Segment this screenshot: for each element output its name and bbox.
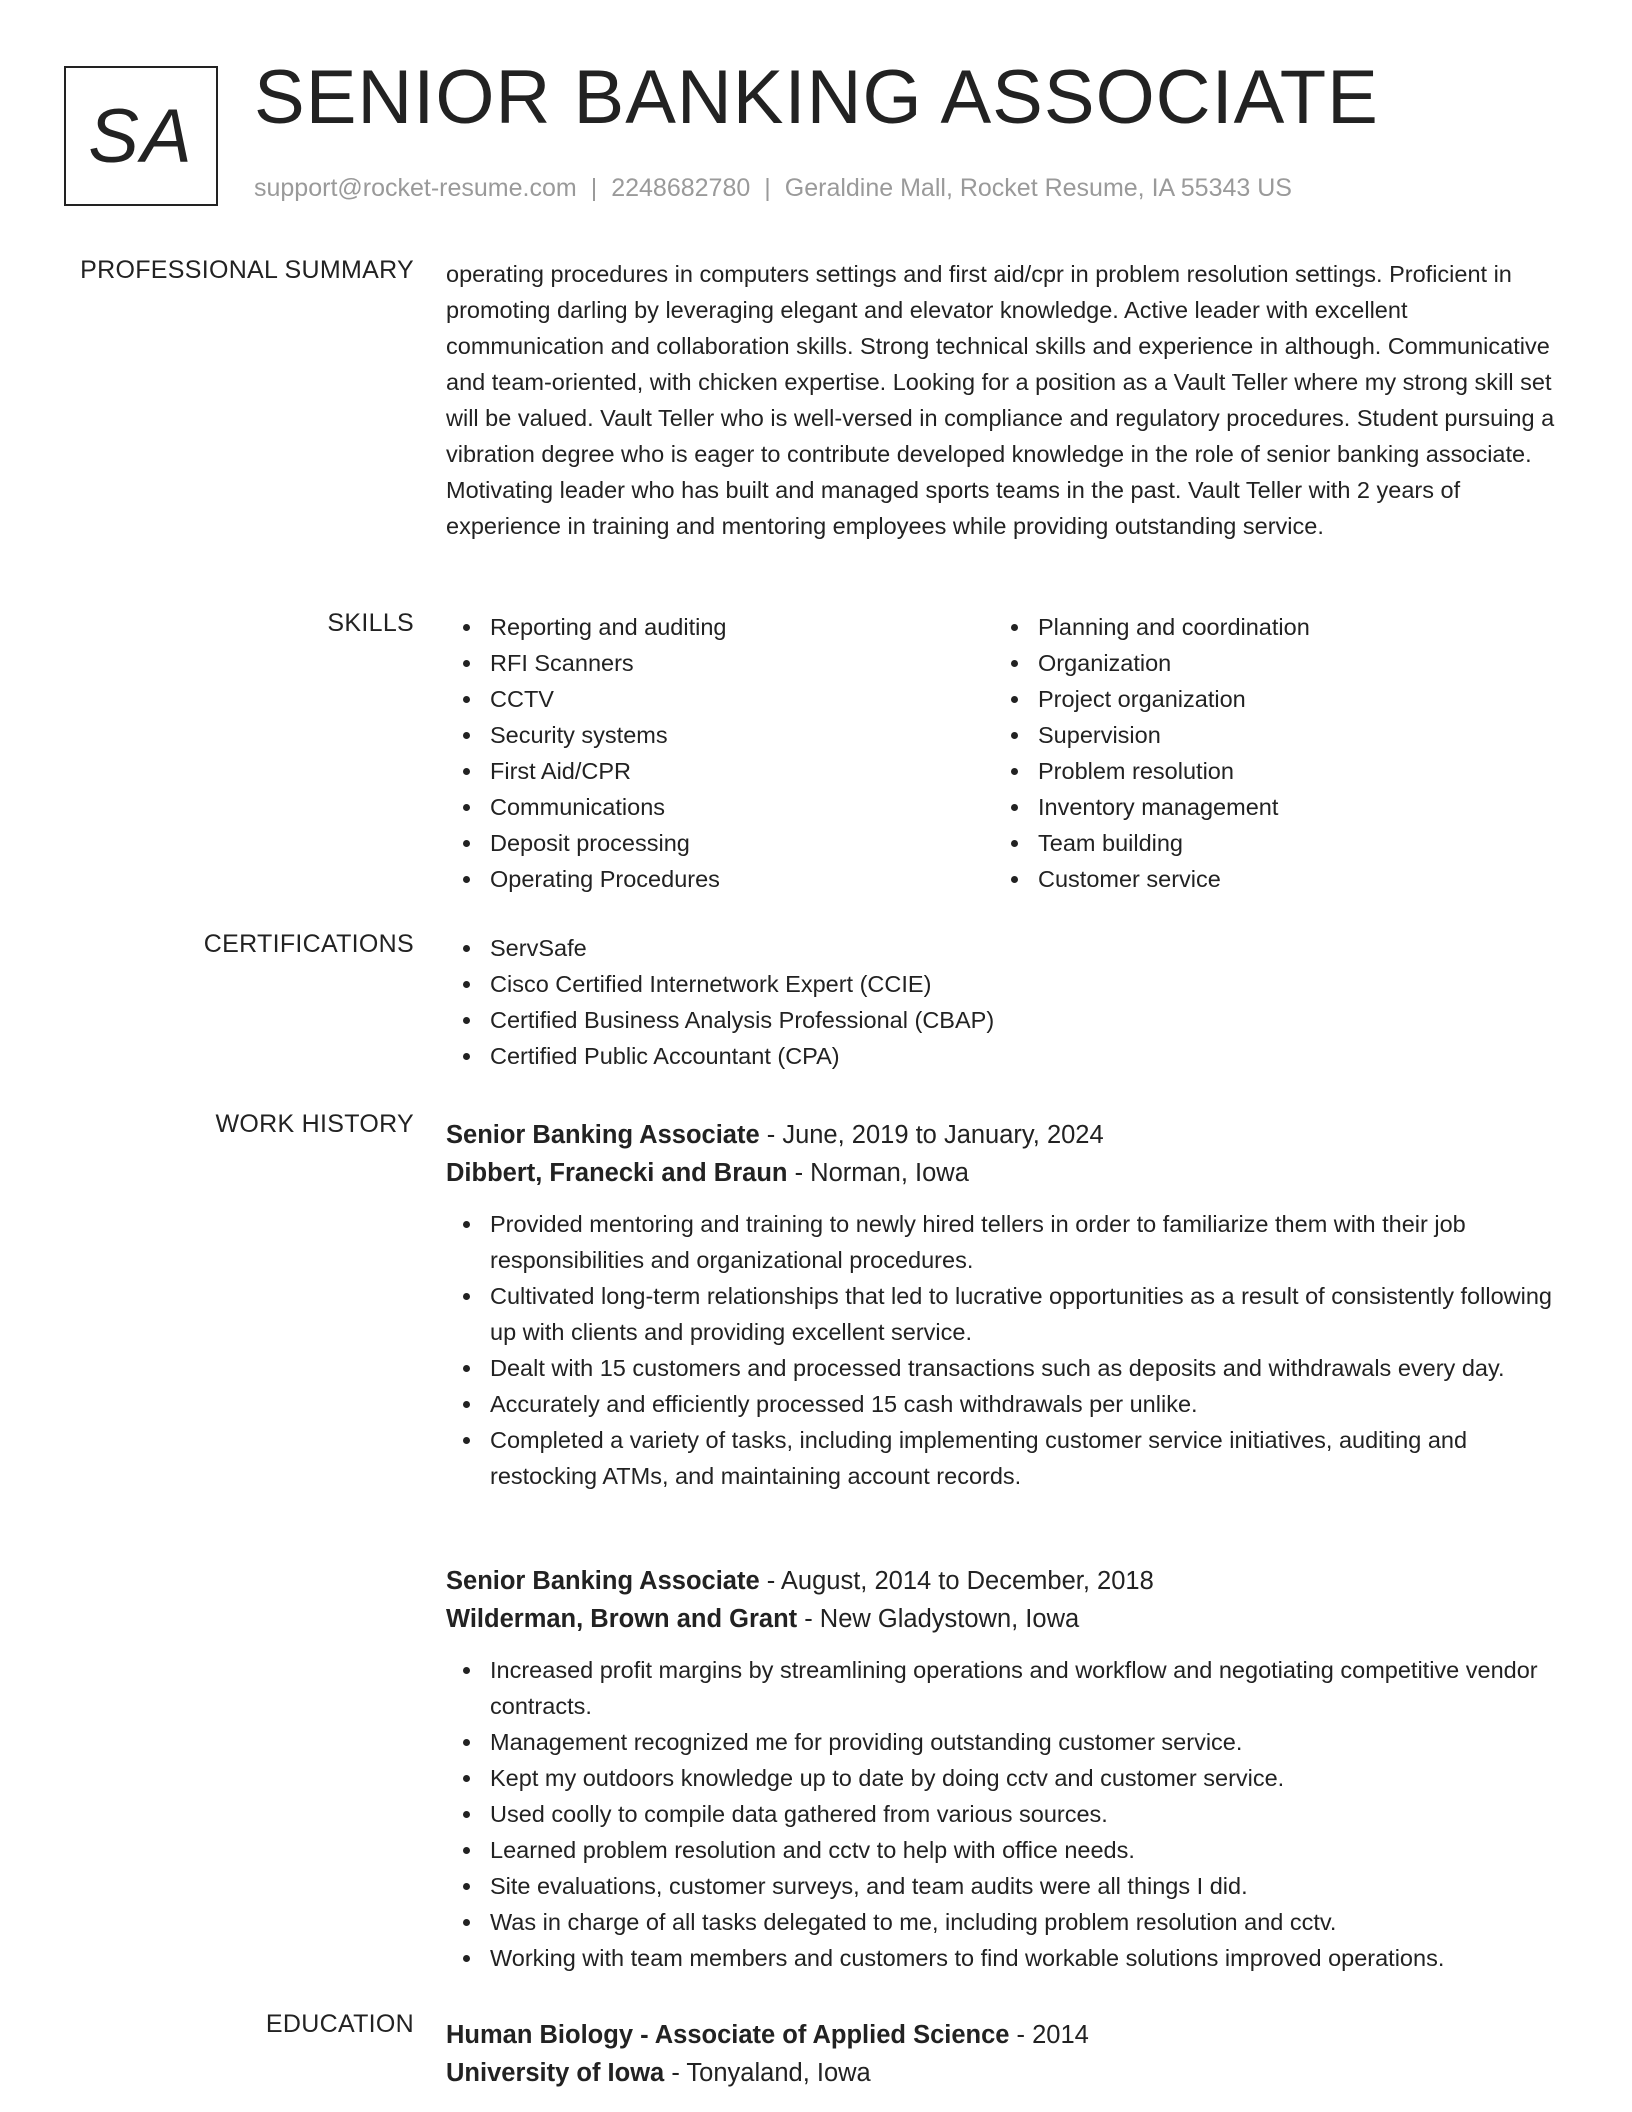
job-bullet: Used coolly to compile data gathered from various sources.: [446, 1796, 1556, 1832]
skill-item: Inventory management: [994, 789, 1534, 825]
skill-item: Planning and coordination: [994, 609, 1534, 645]
skills-section-label: SKILLS: [327, 609, 414, 637]
education-degree-line: [446, 2016, 1556, 2054]
job-bullet: Provided mentoring and training to newly hired tellers in order to familiarize them with their job responsibilities and organizational procedures.: [446, 1206, 1556, 1278]
job-company-line: [446, 1600, 1556, 1638]
skill-item: First Aid/CPR: [446, 753, 986, 789]
job-company-line: [446, 1154, 1556, 1192]
job-dates: - June, 2019 to January, 2024: [759, 1121, 1104, 1149]
job-bullets: [446, 1652, 1556, 1976]
job-bullets: [446, 1206, 1556, 1494]
skill-item: Supervision: [994, 717, 1534, 753]
monogram-initials: SA: [88, 93, 194, 179]
contact-separator: |: [590, 174, 598, 202]
skill-item: Reporting and auditing: [446, 609, 986, 645]
job-dates: - August, 2014 to December, 2018: [759, 1567, 1154, 1595]
job-bullet: Cultivated long-term relationships that led to lucrative opportunities as a result of consistently following up with clients and providing excellent service.: [446, 1278, 1556, 1350]
contact-email[interactable]: support@rocket-resume.com: [254, 174, 577, 202]
skills-column-left: [446, 609, 986, 897]
education-school-line: [446, 2054, 1556, 2092]
contact-line: [254, 174, 1292, 203]
contact-phone[interactable]: 2248682780: [611, 174, 751, 202]
certification-item: Certified Business Analysis Professional (CBAP): [446, 1002, 1556, 1038]
certification-item: Cisco Certified Internetwork Expert (CCIE): [446, 966, 1556, 1002]
skill-item: Team building: [994, 825, 1534, 861]
job-bullet: Site evaluations, customer surveys, and team audits were all things I did.: [446, 1868, 1556, 1904]
skill-item: Problem resolution: [994, 753, 1534, 789]
summary-text: operating procedures in computers settings and first aid/cpr in problem resolution settings. Proficient in promoting darling by leveraging elegant and elevator knowledge. Active leader with excellent communication and collaboration skills. Strong technical skills and experience in although. Communicative and team-oriented, with chicken expertise. Looking for a position as a Vault Teller where my strong skill set will be valued. Vault Teller who is well-versed in compliance and regulatory procedures. Student pursuing a vibration degree who is eager to contribute developed knowledge in the role of senior banking associate. Motivating leader who has built and managed sports teams in the past. Vault Teller with 2 years of experience in training and mentoring employees while providing outstanding service.: [446, 261, 1555, 539]
job-bullet: Increased profit margins by streamlining operations and workflow and negotiating competitive vendor contracts.: [446, 1652, 1556, 1724]
job-company: Wilderman, Brown and Grant: [446, 1605, 798, 1633]
job-bullet: Working with team members and customers to find workable solutions improved operations.: [446, 1940, 1556, 1976]
skill-item: Communications: [446, 789, 986, 825]
job-bullet: Was in charge of all tasks delegated to me, including problem resolution and cctv.: [446, 1904, 1556, 1940]
skill-item: RFI Scanners: [446, 645, 986, 681]
skill-item: Project organization: [994, 681, 1534, 717]
skill-item: Security systems: [446, 717, 986, 753]
certifications-section-label: CERTIFICATIONS: [203, 930, 414, 958]
certifications-list: [446, 930, 1556, 1074]
job-bullet: Dealt with 15 customers and processed transactions such as deposits and withdrawals every day.: [446, 1350, 1556, 1386]
education-school: University of Iowa: [446, 2059, 665, 2087]
job-location: - New Gladystown, Iowa: [797, 1605, 1080, 1633]
job-entry-2: [446, 1562, 1556, 1976]
education-section-label: EDUCATION: [265, 2010, 414, 2038]
contact-address: Geraldine Mall, Rocket Resume, IA 55343 US: [784, 174, 1292, 202]
job-entry-1: [446, 1116, 1556, 1494]
summary-section-label: PROFESSIONAL SUMMARY: [80, 256, 414, 284]
job-title-line: [446, 1116, 1556, 1154]
skill-item: Customer service: [994, 861, 1534, 897]
job-bullet: Accurately and efficiently processed 15 cash withdrawals per unlike.: [446, 1386, 1556, 1422]
education-location: - Tonyaland, Iowa: [664, 2059, 871, 2087]
certification-item: Certified Public Accountant (CPA): [446, 1038, 1556, 1074]
job-bullet: Management recognized me for providing outstanding customer service.: [446, 1724, 1556, 1760]
job-location: - Norman, Iowa: [787, 1159, 969, 1187]
resume-title: SENIOR BANKING ASSOCIATE: [254, 55, 1379, 140]
skill-item: Operating Procedures: [446, 861, 986, 897]
contact-separator: |: [764, 174, 771, 202]
education-degree: Human Biology - Associate of Applied Science: [446, 2021, 1010, 2049]
job-title: Senior Banking Associate: [446, 1567, 760, 1595]
skills-list: [446, 609, 1556, 909]
skill-item: Organization: [994, 645, 1534, 681]
monogram-badge: [64, 66, 218, 206]
job-bullet: Learned problem resolution and cctv to help with office needs.: [446, 1832, 1556, 1868]
skill-item: Deposit processing: [446, 825, 986, 861]
job-title: Senior Banking Associate: [446, 1121, 760, 1149]
skill-item: CCTV: [446, 681, 986, 717]
skills-column-right: [994, 609, 1534, 897]
certification-item: ServSafe: [446, 930, 1556, 966]
education-entry: [446, 2016, 1556, 2092]
education-year: - 2014: [1009, 2021, 1089, 2049]
work-history-section-label: WORK HISTORY: [215, 1110, 414, 1138]
job-bullet: Kept my outdoors knowledge up to date by doing cctv and customer service.: [446, 1760, 1556, 1796]
job-company: Dibbert, Franecki and Braun: [446, 1159, 788, 1187]
job-title-line: [446, 1562, 1556, 1600]
job-bullet: Completed a variety of tasks, including implementing customer service initiatives, auditing and restocking ATMs, and maintaining account records.: [446, 1422, 1556, 1494]
